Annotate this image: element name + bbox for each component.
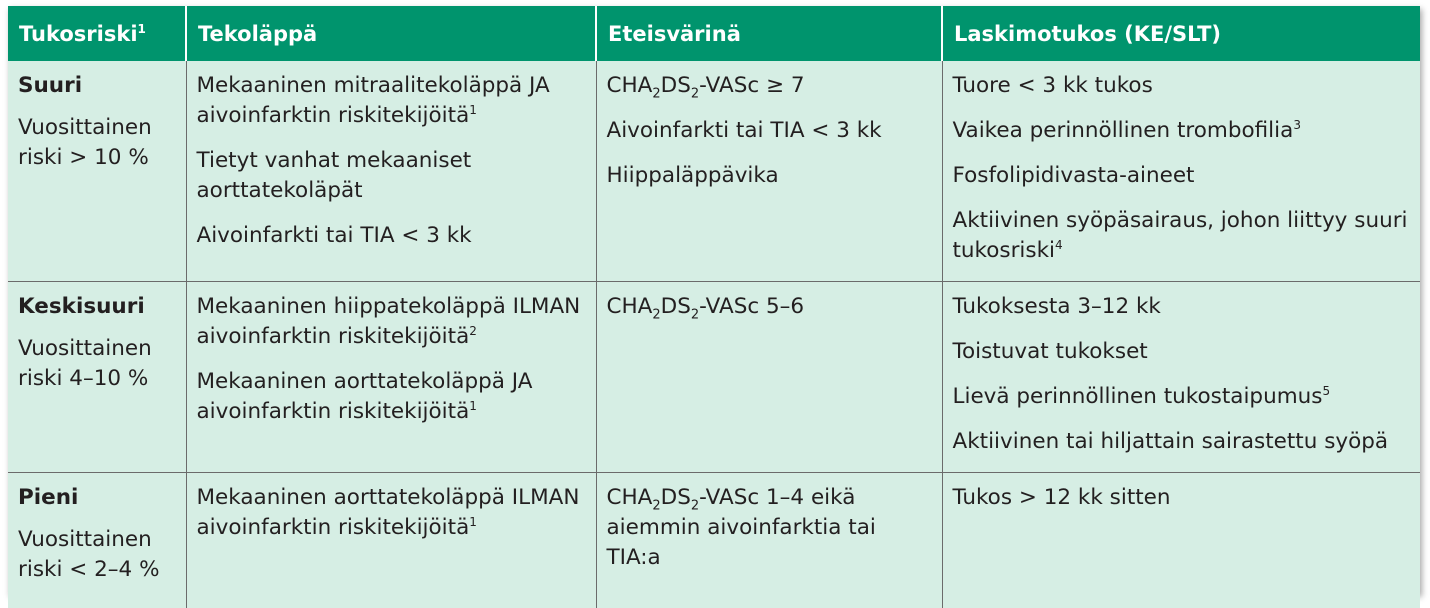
valve-cell [186,473,596,608]
table-row [8,473,1420,608]
table-row [8,61,1420,282]
vte-item [953,71,1413,101]
vte-item [953,382,1413,412]
header-risk: Tukosriski$^1$ [8,6,186,61]
thrombosis-risk-table [8,6,1420,608]
valve-item-text: Mekaaninen hiippatekoläppä ILMAN aivoinfarktin riskitekijöitä [196,294,581,349]
valve-item [197,221,588,251]
score-part: DS [660,294,691,319]
vte-item-text: Aktiivinen tai hiljattain sairastettu syöpä [952,429,1389,454]
vte-item-text: Fosfolipidivasta-aineet [952,163,1195,188]
risk-level: Keskisuuri [18,294,145,319]
score-subscript: 2 [652,307,661,323]
cha2ds2-vasc-score [607,292,934,322]
vte-item-text: Aktiivinen syöpäsairaus, johon liittyy suuri tukosriski [952,208,1408,263]
header-atrial-fibrillation: Eteisvärinä [596,6,942,61]
atrial-fibrillation-cell [596,61,942,282]
score-subscript: 2 [690,86,700,102]
footnote-ref: 3 [1293,117,1301,132]
valve-item-text: Mekaaninen mitraalitekoläppä JA aivoinfarktin riskitekijöitä [196,73,550,128]
score-threshold: ≥ 7 [759,73,805,98]
footnote-ref: 1 [469,514,477,529]
score-part: -VASc [699,73,760,98]
venous-thrombosis-cell [942,473,1420,608]
score-part: DS [660,73,691,98]
vte-item [953,292,1413,322]
af-item [607,161,934,191]
score-part: CHA [606,485,653,510]
score-subscript: 2 [690,307,700,323]
score-part: DS [660,485,691,510]
score-threshold: 1–4 eikä aiemmin aivoinfarktia tai TIA:a [606,485,876,570]
valve-cell [186,282,596,473]
header-valve: Tekoläppä [186,6,596,61]
risk-level-cell [8,61,186,282]
valve-item [197,71,588,131]
cha2ds2-vasc-score [607,483,934,573]
venous-thrombosis-cell [942,282,1420,473]
header-venous-thrombosis: Laskimotukos (KE/SLT) [942,6,1420,61]
valve-item [197,292,588,352]
annual-risk: Vuosittainen riski 4–10 % [18,336,152,391]
score-subscript: 2 [652,498,661,514]
header-row [8,6,1420,61]
vte-item [953,206,1413,266]
annual-risk: Vuosittainen riski > 10 % [18,115,152,170]
vte-item-text: Lievä perinnöllinen tukostaipumus [952,384,1323,409]
af-item [607,116,934,146]
atrial-fibrillation-cell [596,282,942,473]
score-part: CHA [606,73,653,98]
score-part: CHA [606,294,653,319]
risk-table-panel [8,6,1420,594]
footnote-ref: 1 [469,398,477,413]
footnote-ref: 5 [1322,383,1331,398]
vte-item-text: Tukos > 12 kk sitten [952,485,1171,510]
af-item-text: Aivoinfarkti tai TIA < 3 kk [606,118,882,143]
valve-item-text: Aivoinfarkti tai TIA < 3 kk [196,223,472,248]
valve-item [197,146,588,206]
vte-item [953,161,1413,191]
venous-thrombosis-cell [942,61,1420,282]
risk-level-cell [8,282,186,473]
score-subscript: 2 [690,498,700,514]
score-part: -VASc [699,485,760,510]
vte-item-text: Vaikea perinnöllinen trombofilia [952,118,1294,143]
score-threshold: 5–6 [759,294,805,319]
risk-level-cell [8,473,186,608]
footnote-ref: 2 [469,323,477,338]
vte-item [953,337,1413,367]
valve-item-text: Tietyt vanhat mekaaniset aorttatekoläpät [196,148,472,203]
vte-item [953,483,1413,513]
valve-item-text: Mekaaninen aorttatekoläppä JA aivoinfarktin riskitekijöitä [196,369,533,424]
atrial-fibrillation-cell [596,473,942,608]
risk-level: Pieni [18,485,79,510]
valve-item-text: Mekaaninen aorttatekoläppä ILMAN aivoinfarktin riskitekijöitä [196,485,580,540]
vte-item [953,116,1413,146]
score-subscript: 2 [652,86,661,102]
annual-risk: Vuosittainen riski < 2–4 % [18,527,160,582]
footnote-ref: 4 [1055,237,1063,252]
vte-item-text: Tukoksesta 3–12 kk [952,294,1161,319]
cha2ds2-vasc-score [607,71,934,101]
table-row [8,282,1420,473]
valve-item [197,483,588,543]
risk-level: Suuri [18,73,83,98]
valve-cell [186,61,596,282]
score-part: -VASc [699,294,760,319]
vte-item [953,427,1413,457]
af-item-text: Hiippaläppävika [606,163,779,188]
vte-item-text: Tuore < 3 kk tukos [952,73,1153,98]
vte-item-text: Toistuvat tukokset [952,339,1148,364]
footnote-ref: 1 [469,102,477,117]
valve-item [197,367,588,427]
